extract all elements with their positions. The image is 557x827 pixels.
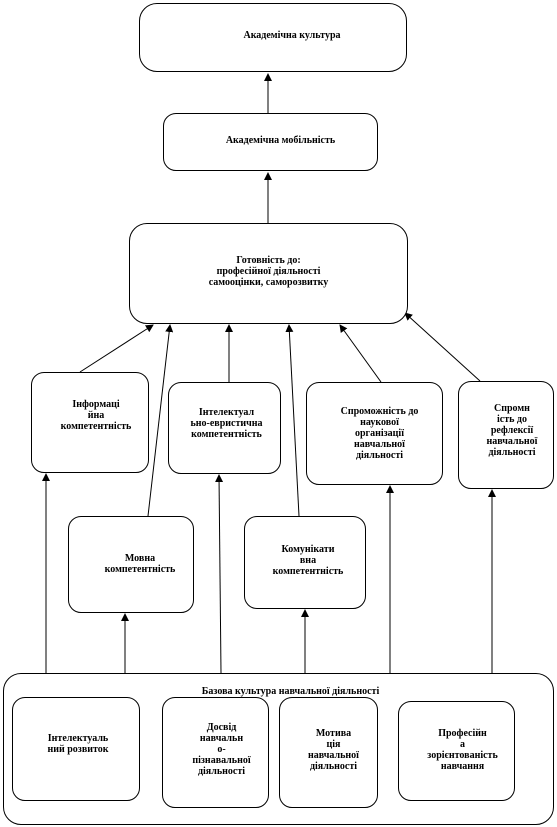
node-reflection-ability-label: Спромн ість до рефлексії навчальної діяльності [486,402,538,458]
node-academic-culture-label: Академічна культура [243,30,341,41]
arrow-info-to-readiness [80,325,153,372]
arrow-reflection-to-readiness [405,313,480,381]
node-readiness-label: Готовність до: професійної діяльності самооцінки, саморозвитку [208,255,329,288]
node-motivation [279,697,378,808]
node-academic-culture [139,3,407,72]
node-communicative-competence [244,516,366,609]
node-learning-experience [162,697,269,808]
node-science-ability-label: Спроможність до наукової організації навчальної діяльності [340,406,419,461]
node-communicative-competence-label: Комунікати вна компетентність [272,544,344,577]
node-intellectual-development-label: Інтелектуаль ний розвиток [47,733,109,755]
node-info-competence-label: Інформаці йна компетентність [60,399,132,432]
node-info-competence [31,372,149,473]
node-motivation-label: Мотива ція навчальної діяльності [308,727,359,772]
node-readiness [129,223,408,324]
arrow-science-to-readiness [340,325,381,382]
arrow-language-to-readiness [148,325,170,516]
node-learning-experience-label: Досвід навчальн о- пізнавальної діяльності [192,722,251,777]
node-reflection-ability [458,381,554,489]
node-base-culture-label: Базова культура навчальної діяльності [201,686,380,697]
node-academic-mobility-label: Академічна мобільність [225,135,336,146]
node-language-competence [68,516,194,613]
node-intellect-competence [168,382,281,474]
node-intellect-competence-label: Інтелектуал ьно-евристична компетентність [190,406,263,440]
node-language-competence-label: Мовна компетентність [104,552,176,575]
arrow-base-to-intellect [219,475,221,673]
arrow-communicative-to-readiness [289,325,299,516]
node-intellectual-development [12,697,140,801]
node-professional-orientation-label: Професійн а зорієнтованість навчання [427,728,498,772]
node-professional-orientation [398,701,515,801]
node-academic-mobility [163,113,378,171]
node-science-ability [306,382,443,485]
